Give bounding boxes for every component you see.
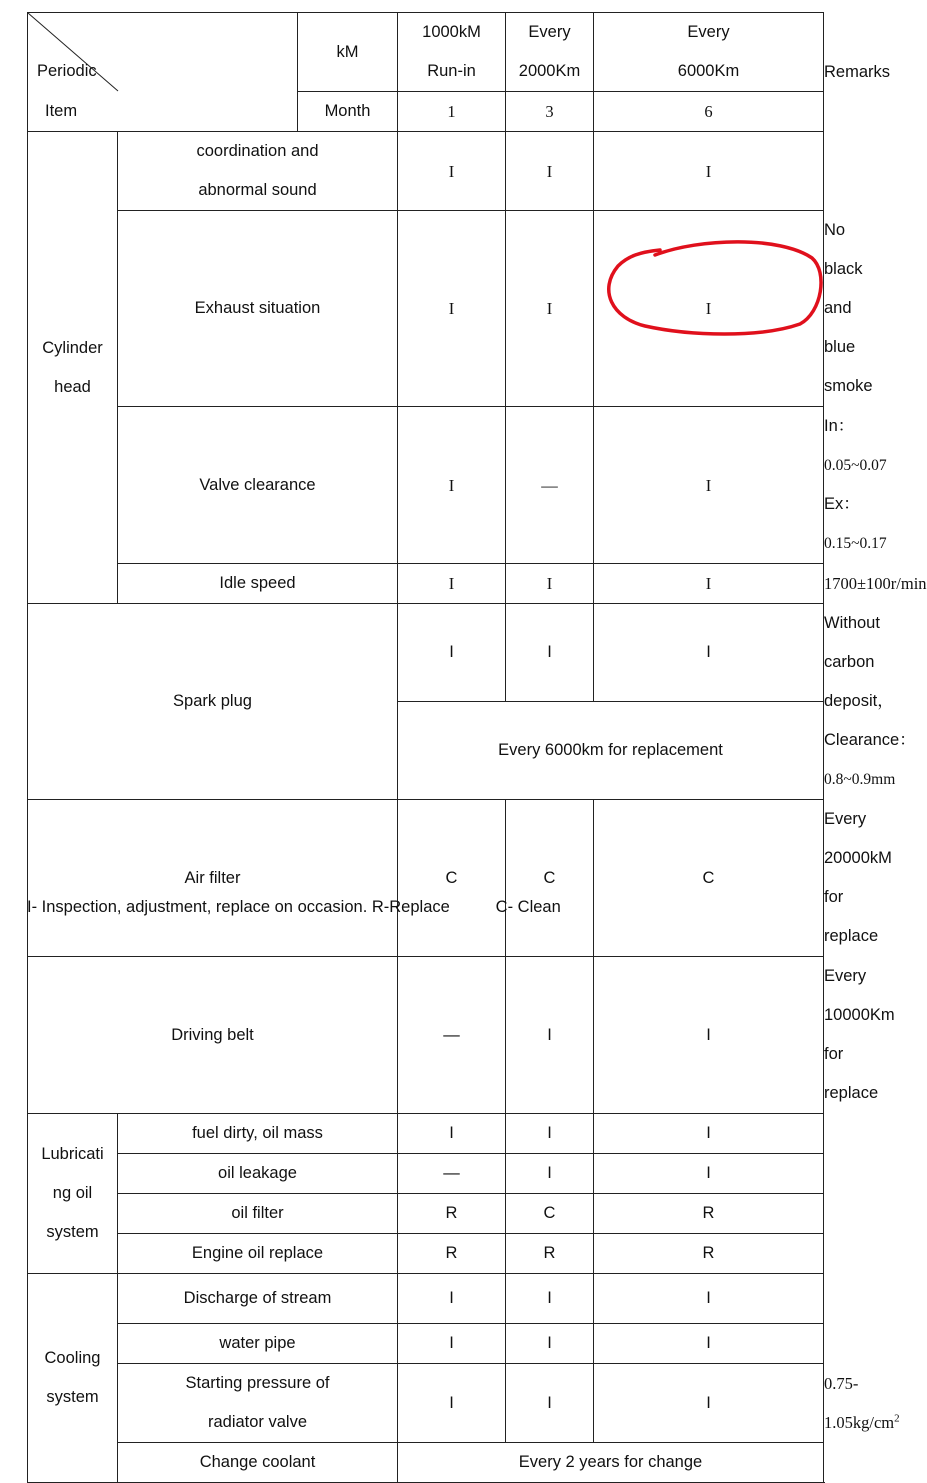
table-row-label: Engine oil replace: [118, 1234, 398, 1274]
discharge-label: Discharge of stream: [118, 1274, 398, 1324]
cell-value: I: [506, 1364, 594, 1443]
cell-value: I: [506, 604, 594, 702]
cell-value: R: [506, 1234, 594, 1274]
lubricating-group: Lubricati ng oil system: [28, 1114, 118, 1274]
col-6000-header: Every 6000Km: [594, 13, 824, 92]
cell-value: C: [594, 800, 824, 957]
cell-value: I: [398, 132, 506, 211]
cell-value: —: [506, 407, 594, 564]
cell-value: C: [398, 800, 506, 957]
km-header: kM: [298, 13, 398, 92]
table-row-label: oil filter: [118, 1194, 398, 1234]
col-2000-header: Every 2000Km: [506, 13, 594, 92]
cell-value: I: [398, 564, 506, 604]
cell-value: I: [594, 211, 824, 407]
cell-value: I: [506, 132, 594, 211]
cell-value: R: [398, 1234, 506, 1274]
cell-value: I: [506, 957, 594, 1114]
cell-value: I: [594, 957, 824, 1114]
cell-value: I: [594, 407, 824, 564]
cell-value: I: [594, 132, 824, 211]
col-run-in-header: 1000kM Run-in: [398, 13, 506, 92]
cell-value: R: [594, 1234, 824, 1274]
cell-value: I: [506, 1274, 594, 1324]
starting-pressure-label: Starting pressure of radiator valve: [118, 1364, 398, 1443]
cell-value: I: [594, 604, 824, 702]
change-coolant-value: Every 2 years for change: [398, 1443, 824, 1483]
cell-value: I: [398, 1324, 506, 1364]
cell-value: I: [398, 1364, 506, 1443]
driving-belt-label: Driving belt: [28, 957, 398, 1114]
legend-clean: C- Clean: [495, 898, 561, 916]
cell-value: I: [398, 1114, 506, 1154]
cell-value: —: [398, 957, 506, 1114]
cell-value: I: [398, 211, 506, 407]
cell-value: I: [506, 211, 594, 407]
maintenance-table: Periodic Item kM 1000kM Run-in Every 2000Km Every 6000Km Remarks Month 1 3 6 Cylinder head coordination and abnormal sound I I I Exhaust situation I I I No black and blue smoke Valve clearance I — I In：0.05~0.07 Ex：0.15~0.17 Idle speed I I I 1700±100r/min Spark plug I I I Without carbon deposit， Clearance：0.8~0.9mm Every 6000km for replacement Air filter C C C Every 20000kM for replace Driving belt — I I Every 10000Km for replace Lubricati ng oil system fuel dirty, oil mass I I I oil leakage — I I oil filter R C R Engine oil replace R R R Cooling system Discharge of stream I I I water pipe I I I Starting pressure of radiator valve I I I $0.75-1.05kg/cm^2$ Change coolant Every 2 years for change: [27, 12, 824, 1483]
idle-speed-label: Idle speed: [118, 564, 398, 604]
cell-value: I: [398, 407, 506, 564]
month-value: 3: [506, 92, 594, 132]
cooling-group: Cooling system: [28, 1274, 118, 1483]
cell-value: I: [506, 564, 594, 604]
cell-value: I: [594, 1364, 824, 1443]
water-pipe-label: water pipe: [118, 1324, 398, 1364]
cell-value: I: [506, 1324, 594, 1364]
valve-clearance-label: Valve clearance: [118, 407, 398, 564]
periodic-label: Periodic: [37, 62, 97, 80]
header-diagonal-cell: [28, 13, 298, 132]
cell-value: —: [398, 1154, 506, 1194]
spark-replacement: Every 6000km for replacement: [398, 702, 824, 800]
cell-value: I: [506, 1114, 594, 1154]
legend-inspection: I- Inspection, adjustment, replace on occasion. R-Replace: [27, 898, 450, 916]
month-header: Month: [298, 92, 398, 132]
table-row-label: fuel dirty, oil mass: [118, 1114, 398, 1154]
cell-value: I: [594, 1154, 824, 1194]
cell-value: I: [398, 1274, 506, 1324]
legend: [27, 898, 561, 917]
cylinder-head-group: Cylinder head: [28, 132, 118, 604]
exhaust-label: Exhaust situation: [118, 211, 398, 407]
cell-value: R: [594, 1194, 824, 1234]
cell-value: I: [594, 1324, 824, 1364]
cell-value: I: [594, 1274, 824, 1324]
cell-value: C: [506, 1194, 594, 1234]
cell-value: I: [398, 604, 506, 702]
cell-value: R: [398, 1194, 506, 1234]
item-label: Item: [45, 102, 78, 120]
air-filter-label: Air filter: [28, 800, 398, 957]
cell-value: I: [594, 564, 824, 604]
spark-plug-label: Spark plug: [28, 604, 398, 800]
coordination-label: coordination and abnormal sound: [118, 132, 398, 211]
month-value: 6: [594, 92, 824, 132]
cell-value: I: [506, 1154, 594, 1194]
cell-value: C: [506, 800, 594, 957]
table-row-label: oil leakage: [118, 1154, 398, 1194]
cell-value: I: [594, 1114, 824, 1154]
month-value: 1: [398, 92, 506, 132]
change-coolant-label: Change coolant: [118, 1443, 398, 1483]
